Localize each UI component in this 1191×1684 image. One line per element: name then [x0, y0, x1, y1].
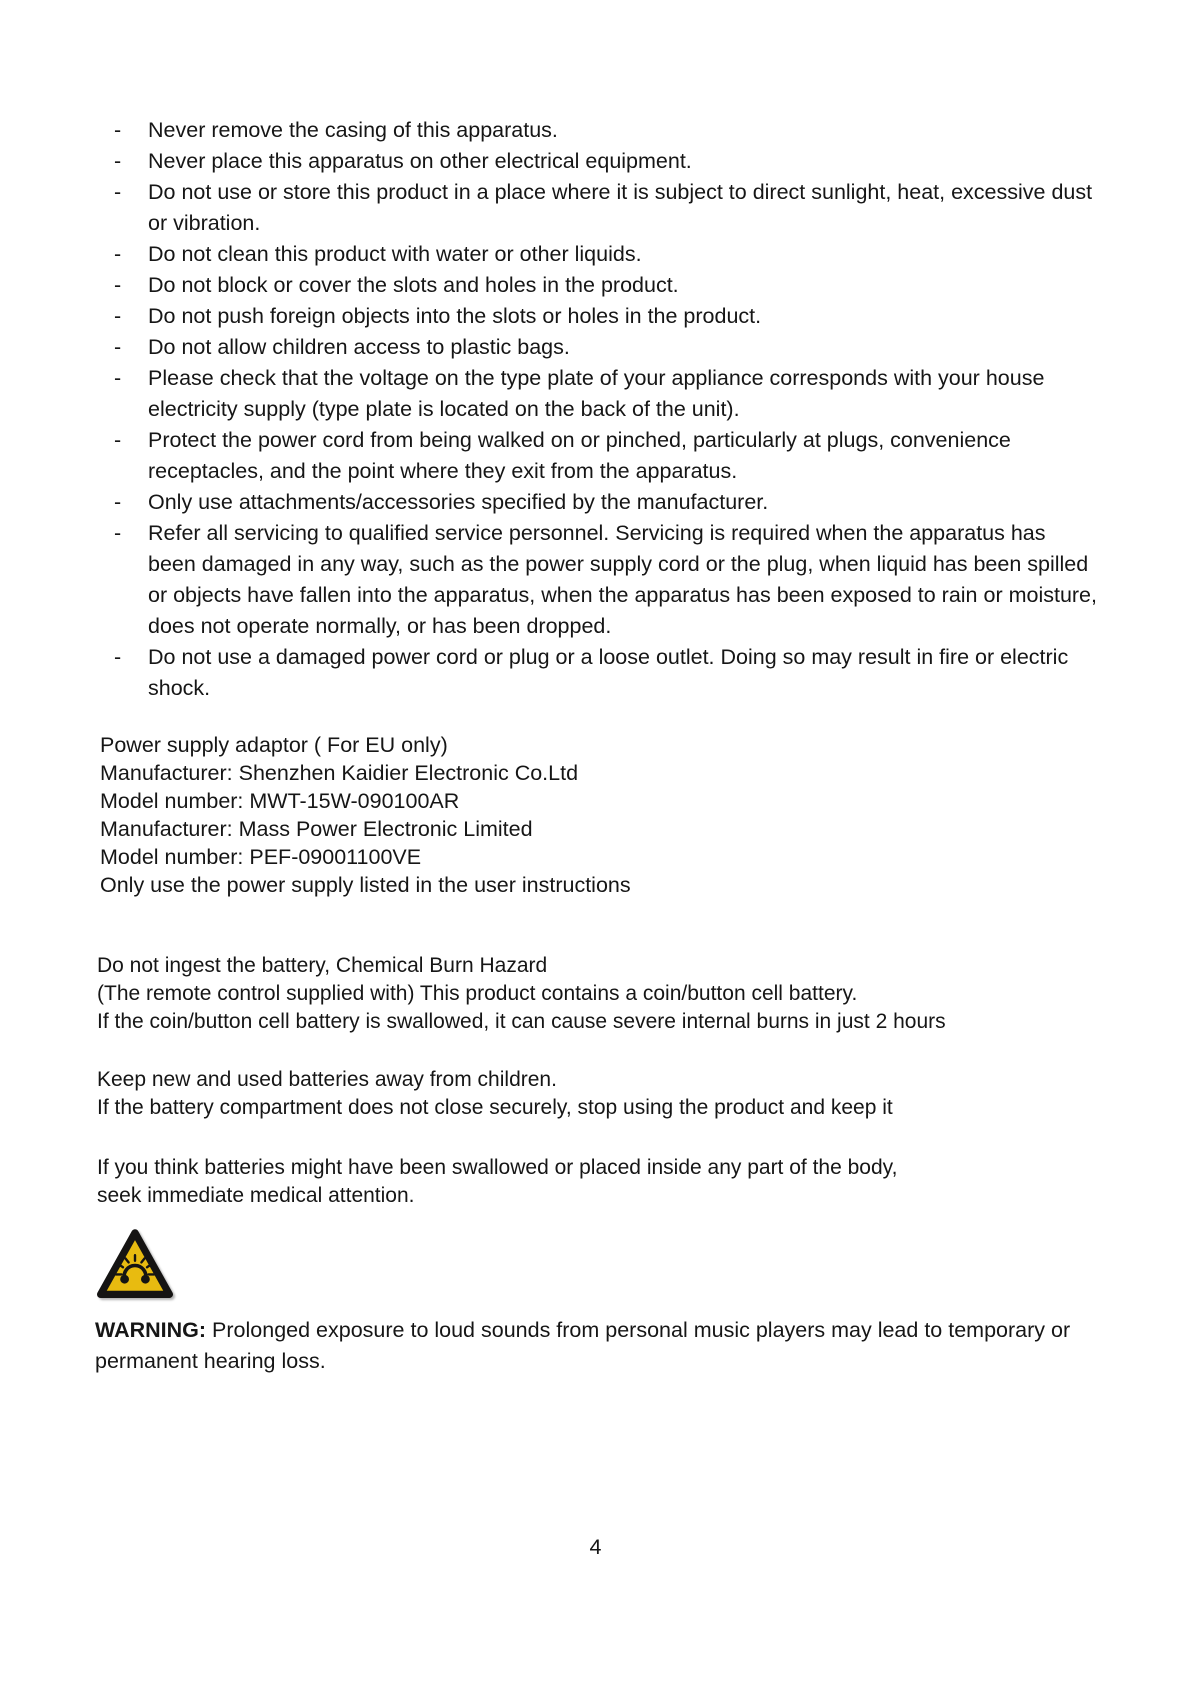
- list-item: [95, 146, 1105, 177]
- battery-warning-line: Keep new and used batteries away from children.: [97, 1068, 557, 1091]
- list-item-text: Never place this apparatus on other electrical equipment.: [148, 149, 692, 173]
- battery-warning-paragraph-2: [97, 1066, 1102, 1122]
- list-item: [95, 177, 1105, 239]
- bullet-dash: -: [114, 118, 122, 142]
- list-item-text: Only use attachments/accessories specified by the manufacturer.: [148, 490, 769, 514]
- bullet-dash: -: [114, 490, 122, 514]
- list-item: [95, 518, 1105, 642]
- list-item-text: Do not use or store this product in a place where it is subject to direct sunlight, heat, excessive dust or vibration.: [148, 180, 1093, 235]
- list-item-text: Do not clean this product with water or other liquids.: [148, 242, 642, 266]
- battery-warning-line: (The remote control supplied with) This product contains a coin/button cell battery.: [97, 982, 858, 1005]
- list-item: [95, 363, 1105, 425]
- bullet-dash: -: [114, 180, 122, 204]
- bullet-dash: -: [114, 149, 122, 173]
- bullet-dash: -: [114, 273, 122, 297]
- power-supply-line: Manufacturer: Shenzhen Kaidier Electronic Co.Ltd: [100, 761, 579, 785]
- list-item-text: Do not push foreign objects into the slots or holes in the product.: [148, 304, 762, 328]
- list-item-text: Do not use a damaged power cord or plug or a loose outlet. Doing so may result in fire or electric shock.: [148, 645, 1069, 700]
- list-item: [95, 270, 1105, 301]
- power-supply-line: Only use the power supply listed in the user instructions: [100, 873, 631, 897]
- list-item-text: Protect the power cord from being walked on or pinched, particularly at plugs, convenience receptacles, and the point where they exit from the apparatus.: [148, 428, 1011, 483]
- list-item: [95, 301, 1105, 332]
- safety-instructions-list: [95, 115, 1105, 704]
- power-supply-line: Power supply adaptor ( For EU only): [100, 733, 448, 757]
- list-item: [95, 239, 1105, 270]
- list-item-text: Please check that the voltage on the type plate of your appliance corresponds with your house electricity supply (type plate is located on the back of the unit).: [148, 366, 1045, 421]
- power-supply-line: Model number: PEF-09001100VE: [100, 845, 422, 869]
- battery-warning-line: If the battery compartment does not close securely, stop using the product and keep it: [97, 1096, 893, 1119]
- battery-warning-line: If the coin/button cell battery is swallowed, it can cause severe internal burns in just 2 hours: [97, 1010, 946, 1033]
- power-supply-line: Manufacturer: Mass Power Electronic Limited: [100, 817, 533, 841]
- bullet-dash: -: [114, 366, 122, 390]
- list-item: [95, 642, 1105, 704]
- bullet-dash: -: [114, 242, 122, 266]
- list-item-text: Do not block or cover the slots and holes in the product.: [148, 273, 679, 297]
- bullet-dash: -: [114, 428, 122, 452]
- warning-text: Prolonged exposure to loud sounds from personal music players may lead to temporary or permanent hearing loss.: [95, 1318, 1071, 1373]
- power-supply-line: Model number: MWT-15W-090100AR: [100, 789, 460, 813]
- bullet-dash: -: [114, 521, 122, 545]
- list-item: [95, 332, 1105, 363]
- list-item-text: Do not allow children access to plastic bags.: [148, 335, 570, 359]
- list-item-text: Refer all servicing to qualified service personnel. Servicing is required when the apparatus has been damaged in any way, such as the power supply cord or the plug, when liquid has been spilled or objects have fallen into the apparatus, when the apparatus has been exposed to rain or moisture, does not operate normally, or has been dropped.: [148, 521, 1097, 638]
- battery-warning-line: Do not ingest the battery, Chemical Burn Hazard: [97, 954, 548, 977]
- warning-label: WARNING:: [95, 1318, 207, 1342]
- bullet-dash: -: [114, 304, 122, 328]
- page-number: 4: [589, 1535, 602, 1559]
- battery-warning-paragraph-1: [97, 952, 1102, 1036]
- hearing-warning-paragraph: [95, 1315, 1105, 1377]
- power-supply-adaptor-block: [100, 731, 1105, 899]
- list-item: [95, 487, 1105, 518]
- list-item: [95, 115, 1105, 146]
- list-item-text: Never remove the casing of this apparatus.: [148, 118, 558, 142]
- battery-warning-line: seek immediate medical attention.: [97, 1184, 415, 1207]
- headphone-volume-warning-icon: [95, 1226, 175, 1302]
- bullet-dash: -: [114, 335, 122, 359]
- list-item: [95, 425, 1105, 487]
- bullet-dash: -: [114, 645, 122, 669]
- battery-warning-line: If you think batteries might have been swallowed or placed inside any part of the body,: [97, 1156, 898, 1179]
- battery-warning-paragraph-3: [97, 1154, 1102, 1210]
